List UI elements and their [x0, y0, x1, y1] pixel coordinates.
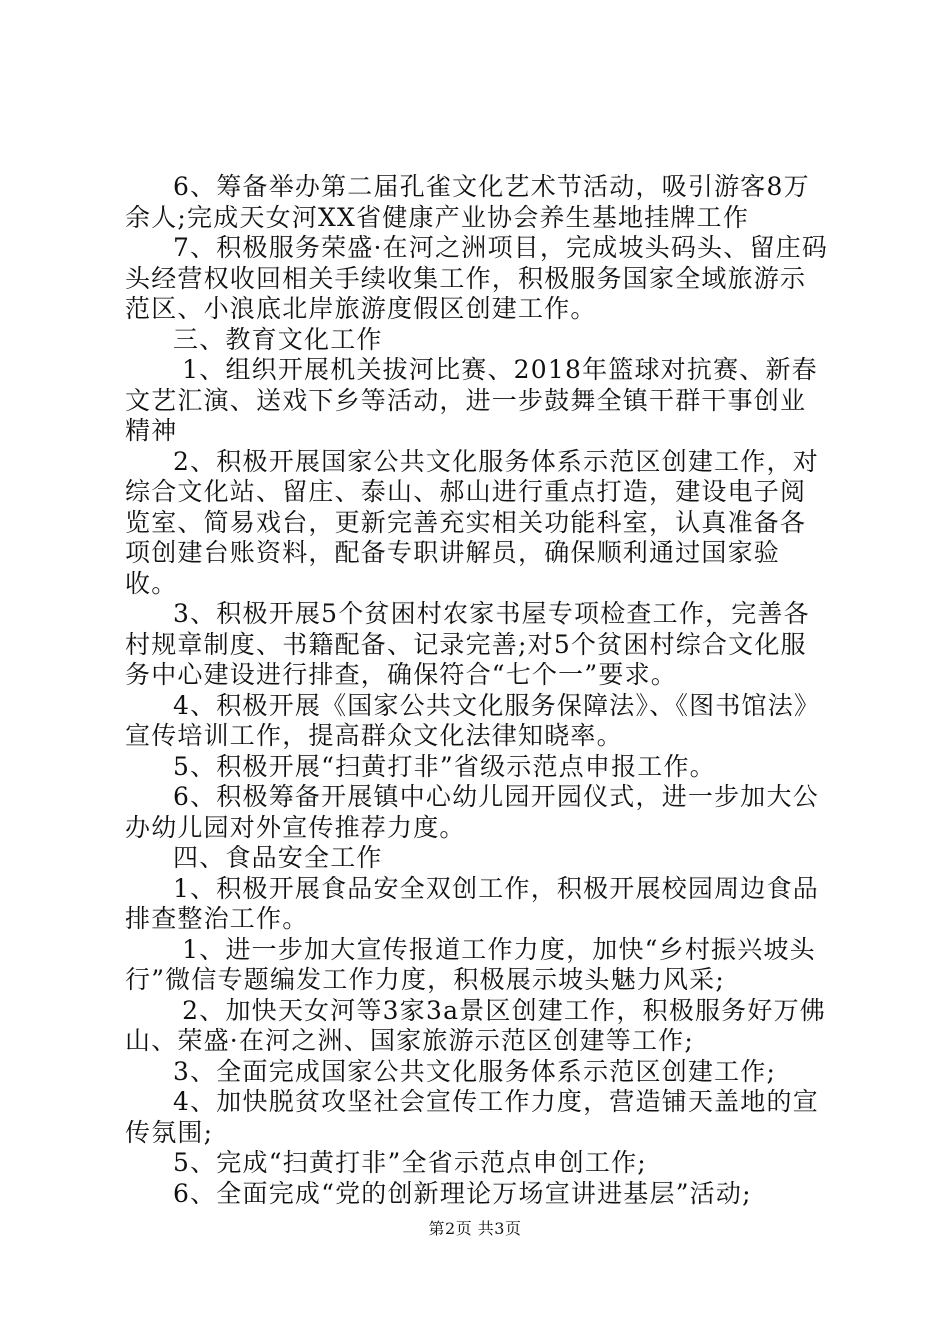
paragraph: 1、积极开展食品安全双创工作，积极开展校园周边食品排查整治工作。: [125, 873, 819, 933]
paragraph: 6、全面完成“党的创新理论万场宣讲进基层”活动;: [173, 1178, 752, 1208]
paragraph: 3、积极开展5个贫困村农家书屋专项检查工作，完善各村规章制度、书籍配备、记录完善;对5个贫困村综合文化服务中心建设进行排查，确保符合“七个一”要求。: [125, 599, 810, 689]
document-body: [125, 172, 830, 1209]
paragraph: 6、积极筹备开展镇中心幼儿园开园仪式，进一步加大公办幼儿园对外宣传推荐力度。: [125, 782, 819, 842]
paragraph: 5、完成“扫黄打非”全省示范点申创工作;: [173, 1148, 647, 1177]
page-footer: 第2页 共3页: [428, 1219, 522, 1238]
section-heading: 三、教育文化工作: [173, 324, 383, 354]
section-heading: 四、食品安全工作: [173, 843, 383, 872]
paragraph: 7、积极服务荣盛·在河之洲项目，完成坡头码头、留庄码头经营权收回相关手续收集工作，积极服务国家全域旅游示范区、小浪底北岸旅游度假区创建工作。: [125, 233, 829, 323]
paragraph: 4、加快脱贫攻坚社会宣传工作力度，营造铺天盖地的宣传氛围;: [125, 1087, 819, 1147]
paragraph: 6、筹备举办第二届孔雀文化艺术节活动，吸引游客8万余人;完成天女河XX省健康产业协会养生基地挂牌工作: [125, 172, 810, 232]
paragraph: 2、积极开展国家公共文化服务体系示范区创建工作，对综合文化站、留庄、泰山、郝山进行重点打造，建设电子阅览室、简易戏台，更新完善充实相关功能科室，认真准备各项创建台账资料，配备专职讲解员，确保顺利通过国家验收。: [125, 446, 819, 598]
paragraph: 4、积极开展《国家公共文化服务保障法》、《图书馆法》宣传培训工作，提高群众文化法律知晓率。: [125, 690, 821, 750]
paragraph: 5、积极开展“扫黄打非”省级示范点申报工作。: [173, 751, 716, 781]
paragraph: 1、进一步加大宣传报道工作力度，加快“乡村振兴坡头行”微信专题编发工作力度，积极展示坡头魅力风采;: [125, 934, 816, 994]
paragraph: 1、组织开展机关拔河比赛、2018年篮球对抗赛、新春文艺汇演、送戏下乡等活动，进一步鼓舞全镇干群干事创业精神: [125, 355, 818, 445]
paragraph: 2、加快天女河等3家3a景区创建工作，积极服务好万佛山、荣盛·在河之洲、国家旅游示范区创建等工作;: [125, 995, 826, 1055]
paragraph: 3、全面完成国家公共文化服务体系示范区创建工作;: [173, 1056, 777, 1086]
